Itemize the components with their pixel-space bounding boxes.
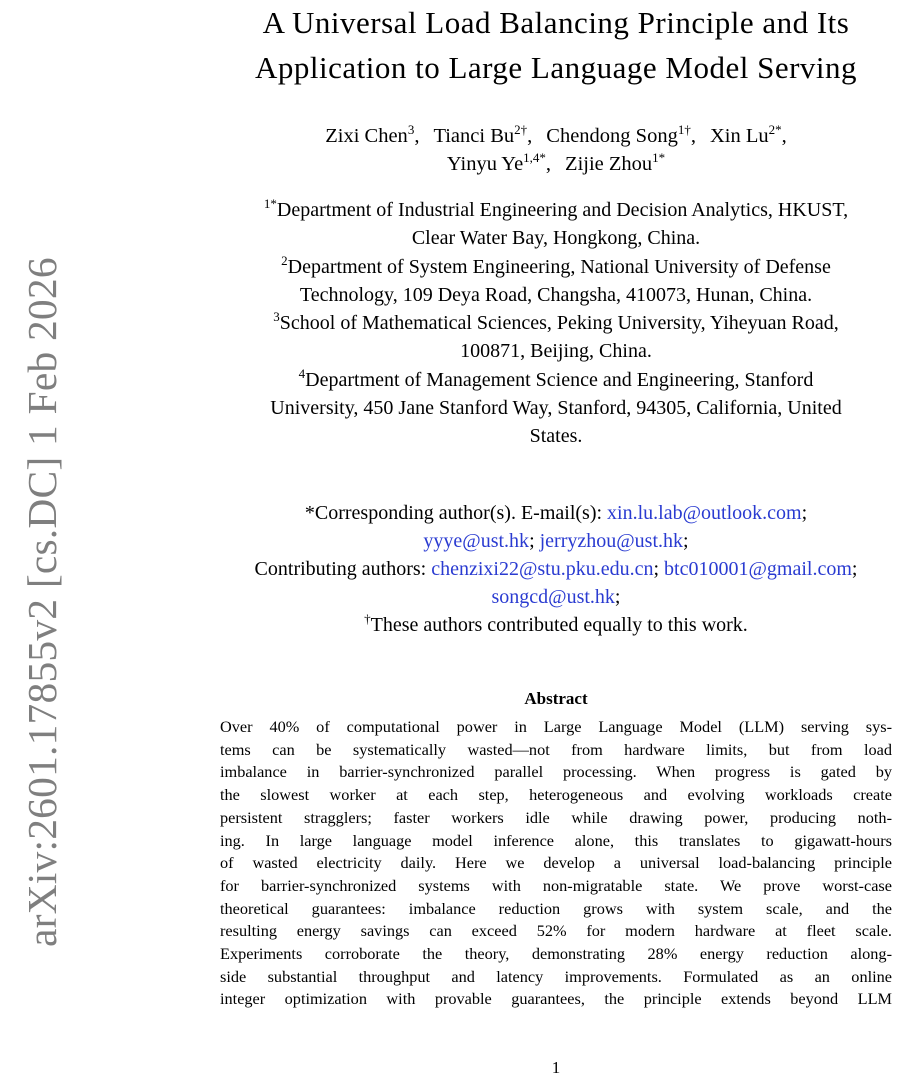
- abstract-line: the slowest worker at each step, heterogeneous and evolving workloads create: [220, 785, 892, 805]
- abstract-heading: Abstract: [524, 689, 588, 708]
- abstract-line: imbalance in barrier-synchronized parallel processing. When progress is gated by: [220, 762, 892, 782]
- paper-title: [196, 0, 915, 90]
- abstract-line: integer optimization with provable guarantees, the principle extends beyond LLM: [220, 989, 892, 1009]
- abstract-line: tems can be systematically wasted—not from hardware limits, but from load: [220, 739, 892, 759]
- affiliation-4-cont: University, 450 Jane Stanford Way, Stanford, 94305, California, United: [270, 397, 842, 420]
- affiliation-4: $^4$Department of Management Science and Engineering, Stanford: [298, 365, 814, 391]
- author: Xin $Lu^{2*}$,: [709, 122, 787, 147]
- abstract-line: of wasted electricity daily. Here we develop a universal load-balancing principle: [220, 853, 892, 873]
- author: Tianci $Bu^{2\dagger}$,: [433, 122, 533, 147]
- abstract-line: side substantial throughput and latency improvements. Formulated as an online: [220, 966, 892, 986]
- affiliation-1-cont: Clear Water Bay, Hongkong, China.: [411, 227, 701, 250]
- affiliation-3-cont: 100871, Beijing, China.: [460, 340, 652, 363]
- abstract-line: persistent stragglers; faster workers idle while drawing power, producing noth-: [220, 807, 892, 827]
- email-link[interactable]: yyye@ust.hk: [423, 530, 530, 552]
- contributing-line-2: songcd@ust.hk;: [491, 586, 621, 608]
- abstract-line: theoretical guarantees: imbalance reduction grows with system scale, and the: [220, 898, 892, 918]
- affiliations: [196, 196, 915, 451]
- email-link[interactable]: xin.lu.lab@outlook.com: [607, 502, 802, 524]
- affiliation-4-cont2: States.: [529, 425, 583, 448]
- corresponding-line-2: yyye@ust.hk; jerryzhou@ust.hk;: [423, 530, 689, 552]
- email-link[interactable]: jerryzhou@ust.hk: [539, 530, 684, 552]
- equal-contribution-note: †These authors contributed equally to this work.: [364, 611, 748, 636]
- title-line-2: Application to Large Language Model Serving: [254, 50, 858, 85]
- arxiv-identifier-text: arXiv:2601.17855v2 [cs.DC] 1 Feb 2026: [19, 257, 65, 947]
- page-number: 1: [551, 1058, 561, 1077]
- author-list: [196, 122, 915, 178]
- title-line-1: A Universal Load Balancing Principle and Its: [262, 5, 850, 40]
- abstract-line: Experiments corroborate the theory, demonstrating 28% energy reduction along-: [220, 944, 892, 964]
- arxiv-identifier: [0, 0, 65, 1076]
- abstract-body: [220, 716, 892, 1011]
- affiliation-1: $^{1*}$Department of Industrial Engineering and Decision Analytics, HKUST,: [263, 196, 849, 221]
- affiliation-2: $^2$Department of System Engineering, National University of Defense: [281, 252, 831, 278]
- abstract-line: ing. In large language model inference alone, this translates to gigawatt-hours: [220, 830, 892, 850]
- author: Chendong Song$^{1\dagger}$,: [546, 122, 696, 147]
- abstract-line: resulting energy savings can exceed 52% for modern hardware at fleet scale.: [220, 921, 892, 941]
- email-link[interactable]: btc010001@gmail.com: [664, 558, 852, 580]
- abstract-line: for barrier-synchronized systems with non-migratable state. We prove worst-case: [220, 875, 892, 895]
- affiliation-2-cont: Technology, 109 Deya Road, Changsha, 410073, Hunan, China.: [299, 283, 813, 306]
- correspondence: [196, 499, 915, 639]
- email-link[interactable]: songcd@ust.hk: [491, 586, 615, 608]
- corresponding-line-1: *Corresponding author(s). E-mail(s): xin.lu.lab@outlook.com;: [304, 502, 808, 524]
- abstract-line: Over 40% of computational power in Large Language Model (LLM) serving sys-: [220, 717, 892, 736]
- email-link[interactable]: chenzixi22@stu.pku.edu.cn: [431, 558, 654, 580]
- author-line-1: [196, 122, 915, 150]
- contributing-line-1: Contributing authors: chenzixi22@stu.pku.edu.cn; btc010001@gmail.com;: [254, 558, 858, 580]
- author: Yinyu $Ye^{1,4*}$,: [446, 150, 552, 175]
- dagger-mark: †: [364, 611, 371, 626]
- author-line-2: [196, 150, 915, 178]
- author: Zijie Zhou$^{1*}$: [565, 150, 666, 175]
- affiliation-3: $^3$School of Mathematical Sciences, Peking University, Yiheyuan Road,: [273, 309, 839, 335]
- author: Zixi Chen$^3$,: [325, 122, 420, 147]
